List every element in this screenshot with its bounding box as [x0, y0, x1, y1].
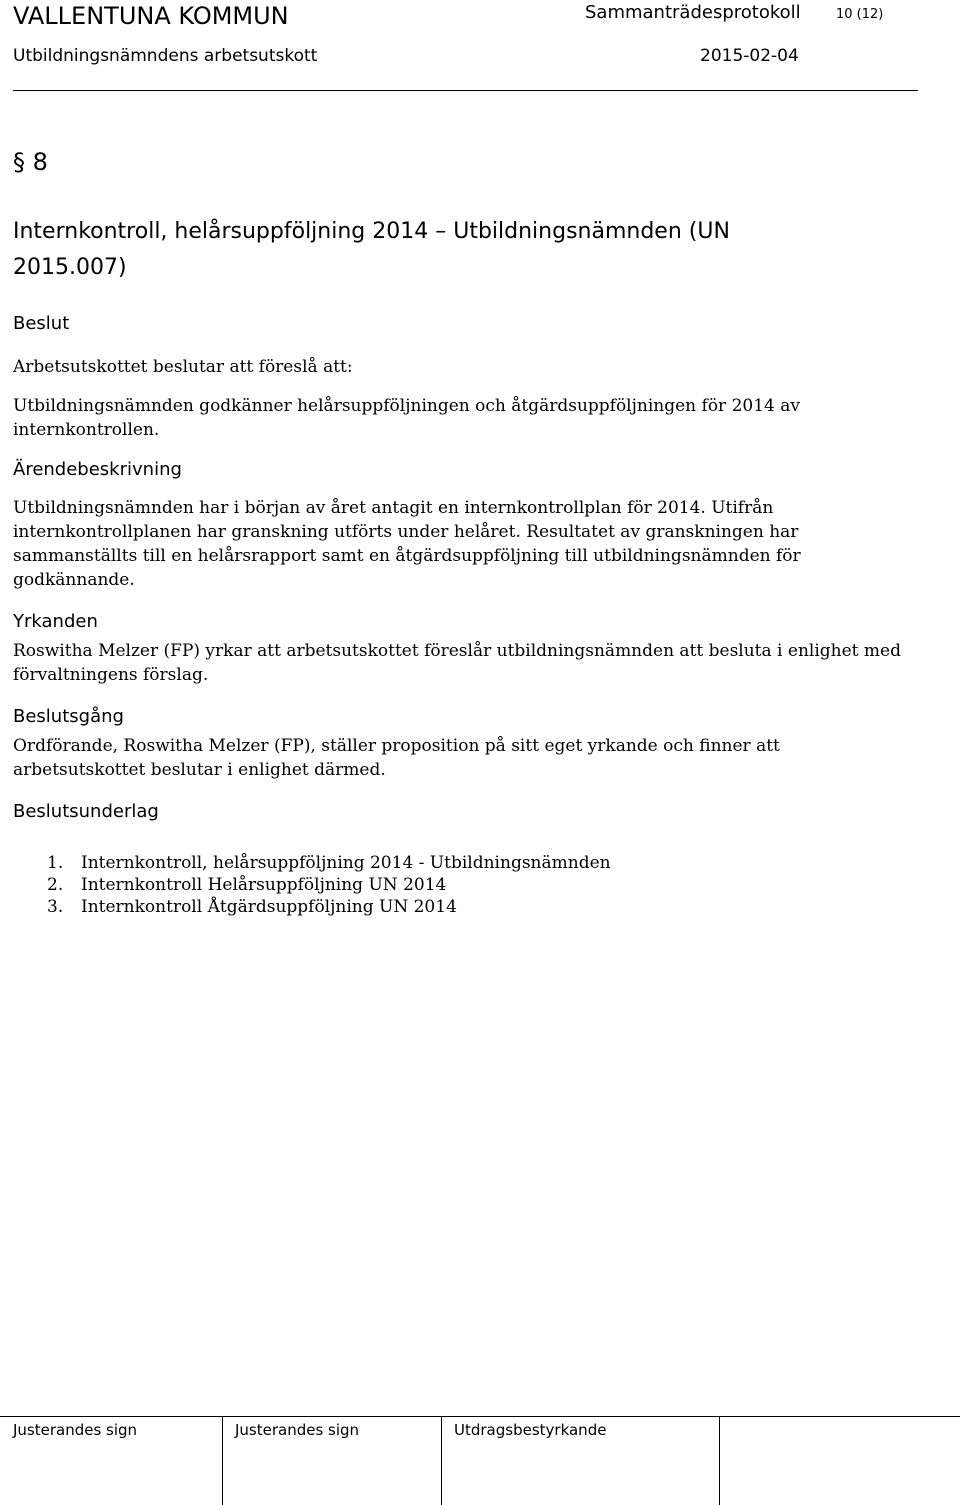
list-item: [47, 874, 611, 896]
extract-label: Utdragsbestyrkande: [454, 1421, 607, 1439]
attachment-list: [47, 852, 611, 918]
signature-cell-2: [222, 1417, 442, 1505]
header-divider: [13, 90, 918, 91]
yrkanden-heading: Yrkanden: [13, 611, 98, 632]
beslutsunderlag-heading: Beslutsunderlag: [13, 801, 159, 822]
list-item-text: Internkontroll, helårsuppföljning 2014 - Utbildningsnämnden: [81, 853, 611, 873]
committee-name: Utbildningsnämndens arbetsutskott: [13, 46, 318, 66]
signature-cell-1: [0, 1417, 223, 1505]
list-item-number: 1.: [47, 853, 64, 873]
document-type: Sammanträdesprotokoll: [585, 2, 801, 23]
yrkanden-text: Roswitha Melzer (FP) yrkar att arbetsutskottet föreslår utbildningsnämnden att besluta i enlighet med förvaltningens förslag.: [13, 641, 901, 685]
beslut-heading: Beslut: [13, 313, 70, 334]
list-item-number: 3.: [47, 897, 64, 917]
signature-label: Justerandes sign: [235, 1421, 360, 1439]
meeting-date: 2015-02-04: [700, 46, 799, 66]
list-item: [47, 896, 611, 918]
section-number: § 8: [13, 148, 48, 176]
list-item-text: Internkontroll Helårsuppföljning UN 2014: [81, 875, 447, 895]
beslutsgang-heading: Beslutsgång: [13, 706, 124, 727]
beslut-intro: Arbetsutskottet beslutar att föreslå att:: [13, 357, 353, 377]
section-title: Internkontroll, helårsuppföljning 2014 – Utbildningsnämnden (UN 2015.007): [13, 219, 730, 280]
arende-heading: Ärendebeskrivning: [13, 459, 182, 480]
beslut-text: Utbildningsnämnden godkänner helårsuppföljningen och åtgärdsuppföljningen för 2014 av internkontrollen.: [13, 396, 800, 440]
signature-label: Justerandes sign: [13, 1421, 138, 1439]
list-item: [47, 852, 611, 874]
list-item-number: 2.: [47, 875, 64, 895]
page-number: 10 (12): [836, 7, 884, 22]
beslutsgang-text: Ordförande, Roswitha Melzer (FP), ställer proposition på sitt eget yrkande och finner att arbetsutskottet beslutar i enlighet därmed.: [13, 736, 780, 780]
list-item-text: Internkontroll Åtgärdsuppföljning UN 2014: [81, 897, 457, 917]
extract-cell: [441, 1417, 720, 1505]
arende-text: Utbildningsnämnden har i början av året antagit en internkontrollplan för 2014. Utifrån internkontrollplanen har granskning utförts under helåret. Resultatet av granskningen har sammanställts till en helårsrapport samt en åtgärdsuppföljning till utbildningsnämnden för godkännande.: [13, 498, 801, 590]
signature-table: [0, 1416, 960, 1505]
org-name: VALLENTUNA KOMMUN: [13, 2, 289, 30]
